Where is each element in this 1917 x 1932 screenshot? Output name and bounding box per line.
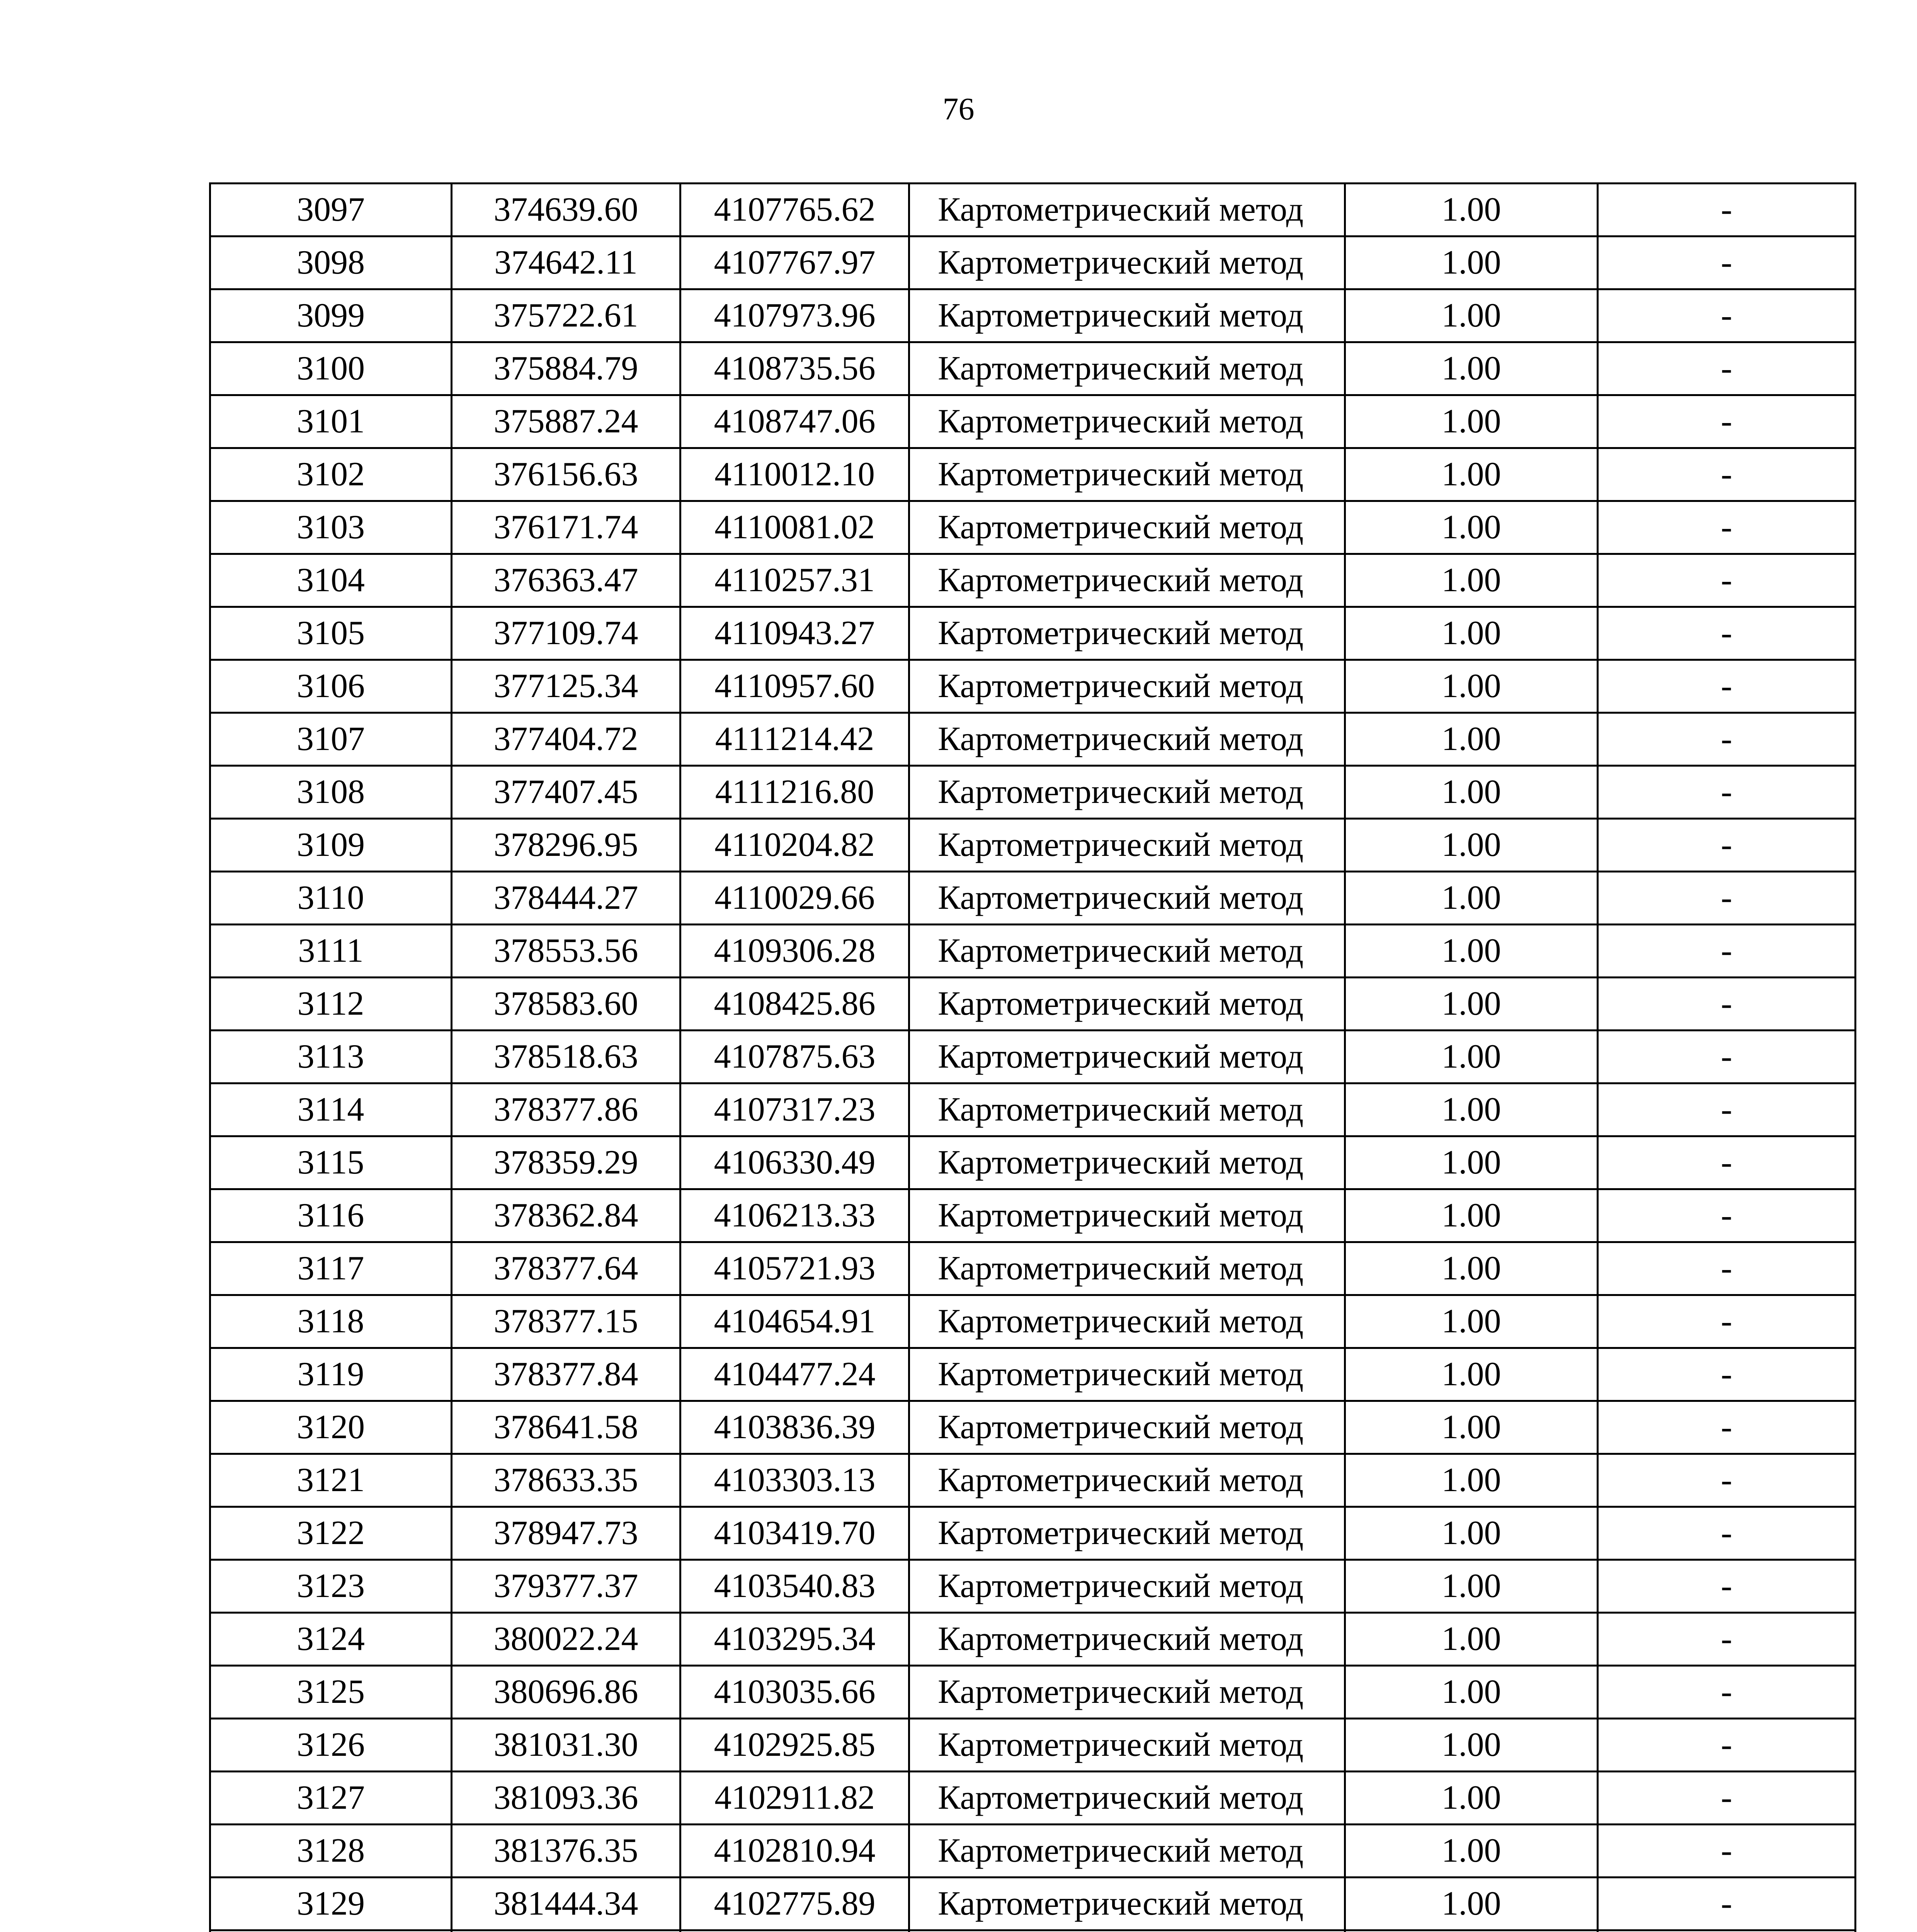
accuracy-cell: 1.00 [1345, 1507, 1598, 1560]
x-coordinate-cell: 378296.95 [452, 819, 680, 872]
accuracy-cell: 1.00 [1345, 289, 1598, 342]
x-coordinate-cell: 379377.37 [452, 1560, 680, 1613]
y-coordinate-cell: 4111216.80 [680, 766, 909, 819]
table-body-part1 [210, 184, 1856, 1932]
y-coordinate-cell: 4108747.06 [680, 395, 909, 448]
accuracy-cell: 1.00 [1345, 342, 1598, 395]
x-coordinate-cell: 374642.11 [452, 236, 680, 289]
x-coordinate-cell: 376363.47 [452, 554, 680, 607]
note-cell: - [1598, 1295, 1856, 1348]
point-id-cell: 3116 [210, 1189, 452, 1242]
method-cell: Картометрический метод [909, 766, 1345, 819]
page-number: 76 [942, 91, 975, 126]
table-row [210, 1295, 1856, 1348]
method-cell: Картометрический метод [909, 925, 1345, 978]
note-cell: - [1598, 342, 1856, 395]
note-cell: - [1598, 184, 1856, 236]
note-cell: - [1598, 236, 1856, 289]
point-id-cell: 3113 [210, 1031, 452, 1083]
y-coordinate-cell: 4111214.42 [680, 713, 909, 766]
table-row [210, 660, 1856, 713]
x-coordinate-cell: 375884.79 [452, 342, 680, 395]
note-cell: - [1598, 660, 1856, 713]
note-cell: - [1598, 1719, 1856, 1772]
y-coordinate-cell: 4105721.93 [680, 1242, 909, 1295]
point-id-cell: 3124 [210, 1613, 452, 1666]
table-row [210, 395, 1856, 448]
point-id-cell: 3127 [210, 1772, 452, 1825]
point-id-cell: 3097 [210, 184, 452, 236]
table-row [210, 925, 1856, 978]
method-cell: Картометрический метод [909, 1136, 1345, 1189]
point-id-cell: 3105 [210, 607, 452, 660]
table-row [210, 236, 1856, 289]
table-row [210, 766, 1856, 819]
accuracy-cell: 1.00 [1345, 1666, 1598, 1719]
accuracy-cell: 1.00 [1345, 978, 1598, 1031]
accuracy-cell: 1.00 [1345, 660, 1598, 713]
x-coordinate-cell: 378377.86 [452, 1083, 680, 1136]
accuracy-cell: 1.00 [1345, 184, 1598, 236]
y-coordinate-cell: 4108425.86 [680, 978, 909, 1031]
note-cell: - [1598, 554, 1856, 607]
note-cell: - [1598, 978, 1856, 1031]
table-row [210, 1189, 1856, 1242]
x-coordinate-cell: 378377.64 [452, 1242, 680, 1295]
method-cell: Картометрический метод [909, 1454, 1345, 1507]
point-id-cell: 3123 [210, 1560, 452, 1613]
x-coordinate-cell: 381376.35 [452, 1825, 680, 1878]
y-coordinate-cell: 4110081.02 [680, 501, 909, 554]
note-cell: - [1598, 1348, 1856, 1401]
accuracy-cell: 1.00 [1345, 1295, 1598, 1348]
y-coordinate-cell: 4107767.97 [680, 236, 909, 289]
accuracy-cell: 1.00 [1345, 1825, 1598, 1878]
note-cell: - [1598, 1666, 1856, 1719]
point-id-cell: 3117 [210, 1242, 452, 1295]
table-row [210, 1454, 1856, 1507]
note-cell: - [1598, 395, 1856, 448]
point-id-cell: 3104 [210, 554, 452, 607]
method-cell: Картометрический метод [909, 978, 1345, 1031]
table-row [210, 713, 1856, 766]
y-coordinate-cell: 4102775.89 [680, 1878, 909, 1930]
y-coordinate-cell: 4106213.33 [680, 1189, 909, 1242]
accuracy-cell: 1.00 [1345, 1242, 1598, 1295]
table-row [210, 554, 1856, 607]
note-cell: - [1598, 1507, 1856, 1560]
y-coordinate-cell: 4107317.23 [680, 1083, 909, 1136]
note-cell: - [1598, 1401, 1856, 1454]
point-id-cell: 3102 [210, 448, 452, 501]
table-row [210, 978, 1856, 1031]
y-coordinate-cell: 4103419.70 [680, 1507, 909, 1560]
x-coordinate-cell: 381031.30 [452, 1719, 680, 1772]
accuracy-cell: 1.00 [1345, 1401, 1598, 1454]
point-id-cell: 3126 [210, 1719, 452, 1772]
table-row [210, 1507, 1856, 1560]
y-coordinate-cell: 4102810.94 [680, 1825, 909, 1878]
method-cell: Картометрический метод [909, 1613, 1345, 1666]
x-coordinate-cell: 378641.58 [452, 1401, 680, 1454]
x-coordinate-cell: 374639.60 [452, 184, 680, 236]
y-coordinate-cell: 4103540.83 [680, 1560, 909, 1613]
y-coordinate-cell: 4109306.28 [680, 925, 909, 978]
accuracy-cell: 1.00 [1345, 1613, 1598, 1666]
note-cell: - [1598, 1454, 1856, 1507]
x-coordinate-cell: 380022.24 [452, 1613, 680, 1666]
accuracy-cell: 1.00 [1345, 1454, 1598, 1507]
y-coordinate-cell: 4102925.85 [680, 1719, 909, 1772]
note-cell: - [1598, 607, 1856, 660]
y-coordinate-cell: 4110204.82 [680, 819, 909, 872]
table-row [210, 1825, 1856, 1878]
method-cell: Картометрический метод [909, 713, 1345, 766]
note-cell [1598, 1930, 1856, 1932]
x-coordinate-cell: 378553.56 [452, 925, 680, 978]
x-coordinate-cell: 377407.45 [452, 766, 680, 819]
method-cell: Картометрический метод [909, 448, 1345, 501]
x-coordinate-cell: 381093.36 [452, 1772, 680, 1825]
note-cell: - [1598, 766, 1856, 819]
accuracy-cell: 1.00 [1345, 819, 1598, 872]
table-row [210, 289, 1856, 342]
method-cell: Картометрический метод [909, 1242, 1345, 1295]
method-cell: Картометрический метод [909, 872, 1345, 925]
accuracy-cell: 1.00 [1345, 1083, 1598, 1136]
x-coordinate-cell: 378377.15 [452, 1295, 680, 1348]
y-coordinate-cell: 4110012.10 [680, 448, 909, 501]
point-id-cell: 3128 [210, 1825, 452, 1878]
table-row [210, 1031, 1856, 1083]
x-coordinate-cell: 377125.34 [452, 660, 680, 713]
point-id-cell: 3120 [210, 1401, 452, 1454]
table-row [210, 1666, 1856, 1719]
accuracy-cell: 1.00 [1345, 1189, 1598, 1242]
accuracy-cell: 1.00 [1345, 448, 1598, 501]
accuracy-cell: 1.00 [1345, 1878, 1598, 1930]
y-coordinate-cell: 4107973.96 [680, 289, 909, 342]
note-cell: - [1598, 1136, 1856, 1189]
method-cell: Картометрический метод [909, 1189, 1345, 1242]
x-coordinate-cell: 378359.29 [452, 1136, 680, 1189]
accuracy-cell: 1.00 [1345, 1348, 1598, 1401]
table-row [210, 1242, 1856, 1295]
x-coordinate-cell: 377109.74 [452, 607, 680, 660]
x-coordinate-cell: 378377.84 [452, 1348, 680, 1401]
note-cell: - [1598, 1825, 1856, 1878]
x-coordinate-cell: 377404.72 [452, 713, 680, 766]
y-coordinate-cell: 4102911.82 [680, 1772, 909, 1825]
accuracy-cell: 1.00 [1345, 1560, 1598, 1613]
accuracy-cell: 1.00 [1345, 1031, 1598, 1083]
note-cell: - [1598, 1613, 1856, 1666]
method-cell: Картометрический метод [909, 184, 1345, 236]
table-row [210, 607, 1856, 660]
note-cell: - [1598, 448, 1856, 501]
method-cell: Картометрический метод [909, 342, 1345, 395]
note-cell: - [1598, 1772, 1856, 1825]
method-cell: Картометрический метод [909, 660, 1345, 713]
point-id-cell: 3109 [210, 819, 452, 872]
x-coordinate-cell: 381444.34 [452, 1878, 680, 1930]
table-row [210, 1719, 1856, 1772]
table-row [210, 184, 1856, 236]
x-coordinate-cell: 378947.73 [452, 1507, 680, 1560]
point-id-cell: 3114 [210, 1083, 452, 1136]
method-cell: Картометрический метод [909, 1666, 1345, 1719]
x-coordinate-cell: 376171.74 [452, 501, 680, 554]
accuracy-cell: 1.00 [1345, 872, 1598, 925]
point-id-cell: 3107 [210, 713, 452, 766]
note-cell: - [1598, 1560, 1856, 1613]
x-coordinate-cell: 378518.63 [452, 1031, 680, 1083]
point-id-cell: 3115 [210, 1136, 452, 1189]
point-id-cell [210, 1930, 452, 1932]
accuracy-cell: 1.00 [1345, 1136, 1598, 1189]
note-cell: - [1598, 925, 1856, 978]
point-id-cell: 3098 [210, 236, 452, 289]
table-row [210, 1136, 1856, 1189]
note-cell: - [1598, 501, 1856, 554]
note-cell: - [1598, 1242, 1856, 1295]
point-id-cell: 3129 [210, 1878, 452, 1930]
table-row [210, 1083, 1856, 1136]
point-id-cell: 3106 [210, 660, 452, 713]
note-cell: - [1598, 1189, 1856, 1242]
y-coordinate-cell: 4103836.39 [680, 1401, 909, 1454]
table-row [210, 1772, 1856, 1825]
point-id-cell: 3111 [210, 925, 452, 978]
accuracy-cell: 1.00 [1345, 1719, 1598, 1772]
point-id-cell: 3119 [210, 1348, 452, 1401]
accuracy-cell: 1.00 [1345, 501, 1598, 554]
table-row [210, 819, 1856, 872]
note-cell: - [1598, 1083, 1856, 1136]
method-cell: Картометрический метод [909, 1560, 1345, 1613]
y-coordinate-cell: 4110943.27 [680, 607, 909, 660]
y-coordinate-cell: 4104477.24 [680, 1348, 909, 1401]
method-cell: Картометрический метод [909, 1825, 1345, 1878]
y-coordinate-cell: 4103035.66 [680, 1666, 909, 1719]
method-cell: Картометрический метод [909, 501, 1345, 554]
x-coordinate-cell: 376156.63 [452, 448, 680, 501]
point-id-cell: 3112 [210, 978, 452, 1031]
method-cell: Картометрический метод [909, 1507, 1345, 1560]
note-cell: - [1598, 1878, 1856, 1930]
method-cell: Картометрический метод [909, 1348, 1345, 1401]
y-coordinate-cell: 4106330.49 [680, 1136, 909, 1189]
table-row [210, 1878, 1856, 1930]
method-cell: Картометрический метод [909, 1878, 1345, 1930]
table-row [210, 1930, 1856, 1932]
accuracy-cell [1345, 1930, 1598, 1932]
accuracy-cell: 1.00 [1345, 236, 1598, 289]
y-coordinate-cell: 4103303.13 [680, 1454, 909, 1507]
method-cell: Картометрический метод [909, 554, 1345, 607]
point-id-cell: 3108 [210, 766, 452, 819]
y-coordinate-cell: 4108735.56 [680, 342, 909, 395]
method-cell: Картометрический метод [909, 236, 1345, 289]
method-cell: Картометрический метод [909, 1031, 1345, 1083]
y-coordinate-cell: 4110957.60 [680, 660, 909, 713]
point-id-cell: 3125 [210, 1666, 452, 1719]
x-coordinate-cell: 378633.35 [452, 1454, 680, 1507]
point-id-cell: 3121 [210, 1454, 452, 1507]
x-coordinate-cell: 378444.27 [452, 872, 680, 925]
method-cell: Картометрический метод [909, 607, 1345, 660]
point-id-cell: 3099 [210, 289, 452, 342]
method-cell: Картометрический метод [909, 289, 1345, 342]
y-coordinate-cell: 4107875.63 [680, 1031, 909, 1083]
x-coordinate-cell [452, 1930, 680, 1932]
method-cell: Картометрический метод [909, 819, 1345, 872]
table-row [210, 448, 1856, 501]
note-cell: - [1598, 289, 1856, 342]
point-id-cell: 3103 [210, 501, 452, 554]
accuracy-cell: 1.00 [1345, 713, 1598, 766]
method-cell: Картометрический метод [909, 395, 1345, 448]
method-cell: Картометрический метод [909, 1719, 1345, 1772]
y-coordinate-cell [680, 1930, 909, 1932]
method-cell: Картометрический метод [909, 1083, 1345, 1136]
x-coordinate-cell: 375887.24 [452, 395, 680, 448]
method-cell [909, 1930, 1345, 1932]
y-coordinate-cell: 4104654.91 [680, 1295, 909, 1348]
table-row [210, 342, 1856, 395]
note-cell: - [1598, 713, 1856, 766]
y-coordinate-cell: 4103295.34 [680, 1613, 909, 1666]
x-coordinate-cell: 378583.60 [452, 978, 680, 1031]
method-cell: Картометрический метод [909, 1401, 1345, 1454]
coordinates-table-container [209, 182, 1854, 1932]
note-cell: - [1598, 819, 1856, 872]
table-row [210, 1613, 1856, 1666]
accuracy-cell: 1.00 [1345, 1772, 1598, 1825]
note-cell: - [1598, 872, 1856, 925]
note-cell: - [1598, 1031, 1856, 1083]
x-coordinate-cell: 378362.84 [452, 1189, 680, 1242]
accuracy-cell: 1.00 [1345, 607, 1598, 660]
point-id-cell: 3101 [210, 395, 452, 448]
table-row [210, 872, 1856, 925]
x-coordinate-cell: 375722.61 [452, 289, 680, 342]
accuracy-cell: 1.00 [1345, 925, 1598, 978]
y-coordinate-cell: 4110257.31 [680, 554, 909, 607]
x-coordinate-cell: 380696.86 [452, 1666, 680, 1719]
accuracy-cell: 1.00 [1345, 395, 1598, 448]
method-cell: Картометрический метод [909, 1295, 1345, 1348]
point-id-cell: 3118 [210, 1295, 452, 1348]
point-id-cell: 3122 [210, 1507, 452, 1560]
y-coordinate-cell: 4107765.62 [680, 184, 909, 236]
table-row [210, 501, 1856, 554]
table-row [210, 1348, 1856, 1401]
accuracy-cell: 1.00 [1345, 554, 1598, 607]
y-coordinate-cell: 4110029.66 [680, 872, 909, 925]
table-row [210, 1401, 1856, 1454]
method-cell: Картометрический метод [909, 1772, 1345, 1825]
point-id-cell: 3100 [210, 342, 452, 395]
table-row [210, 1560, 1856, 1613]
accuracy-cell: 1.00 [1345, 766, 1598, 819]
point-id-cell: 3110 [210, 872, 452, 925]
coordinates-table [209, 182, 1856, 1932]
